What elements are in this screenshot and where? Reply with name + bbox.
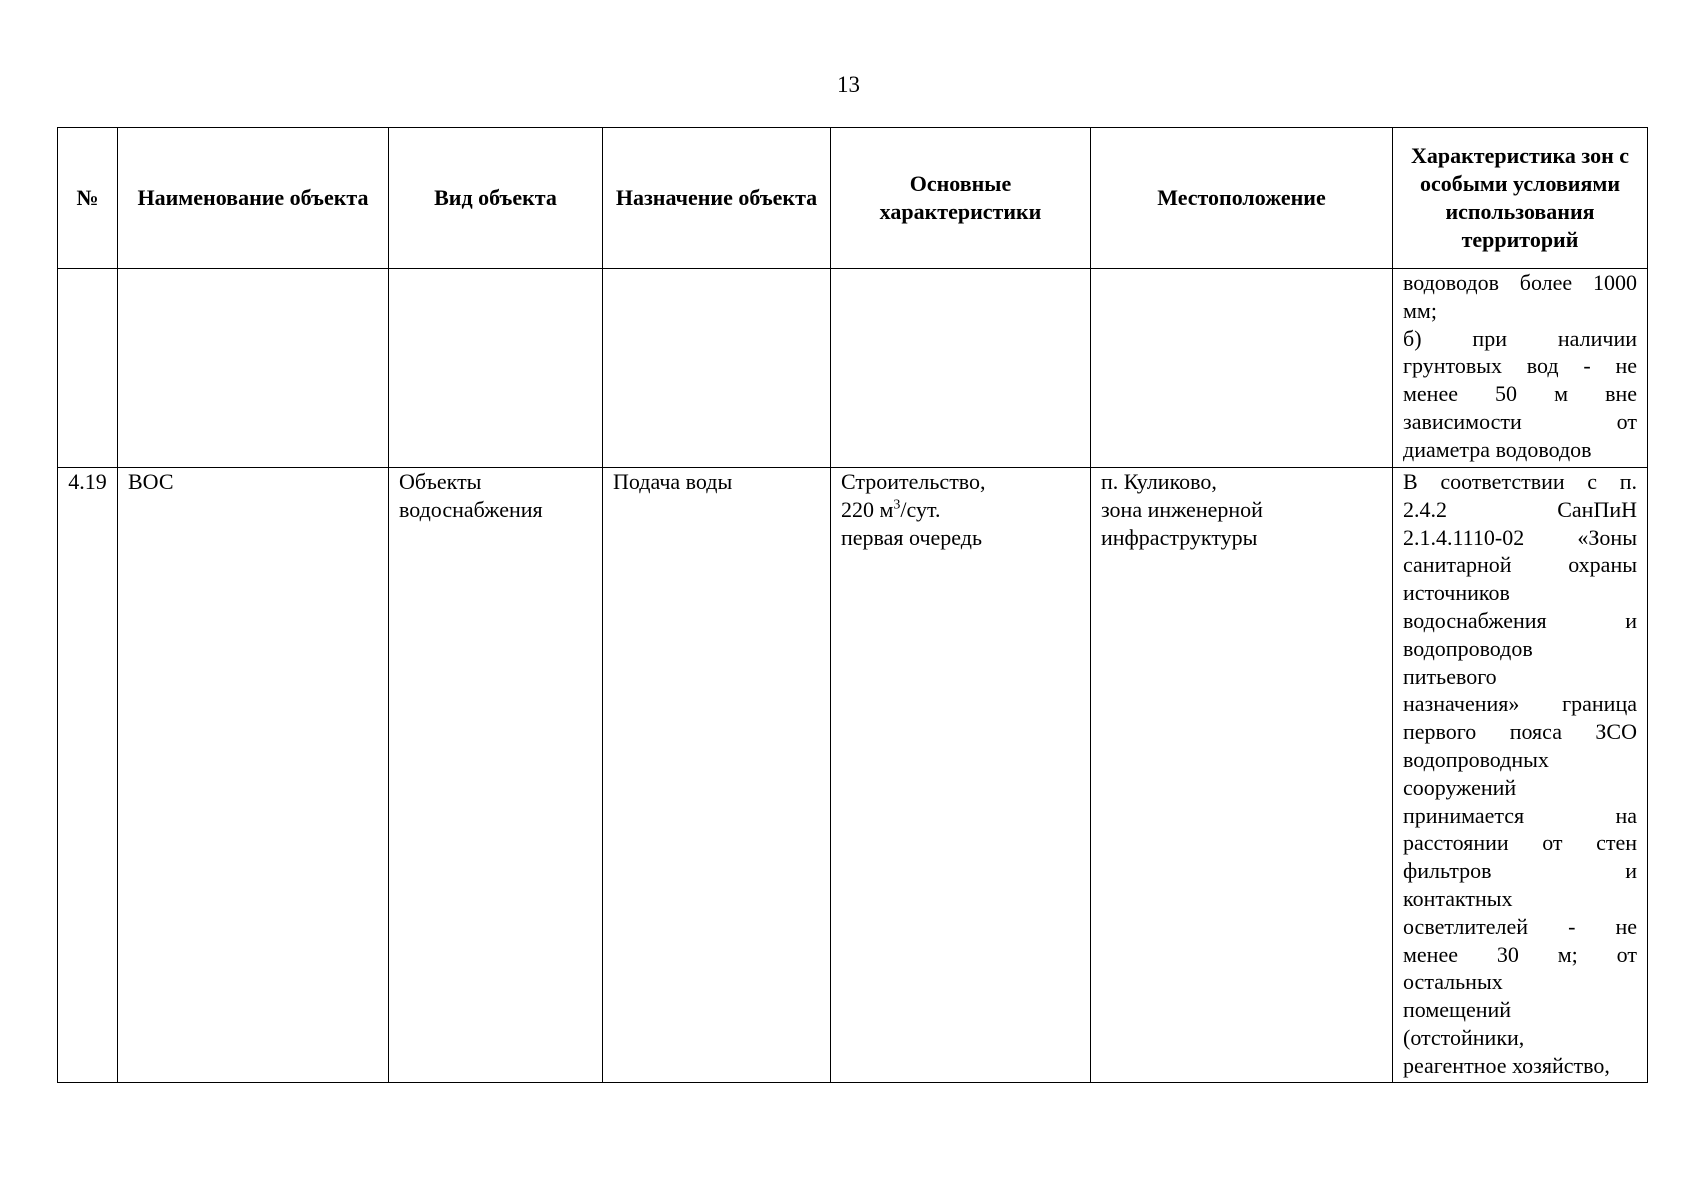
header-location: Местоположение	[1091, 128, 1393, 269]
characteristics-line: Строительство,	[841, 469, 986, 494]
zones-text-line: первого пояса ЗСО	[1403, 719, 1637, 745]
cell-empty	[1091, 269, 1393, 468]
cell-empty	[118, 269, 389, 468]
capacity-value: 220 м	[841, 496, 894, 522]
zones-text-line: помещений	[1403, 997, 1512, 1023]
location-line: инфраструктуры	[1101, 524, 1258, 550]
type-text-line: водоснабжения	[399, 496, 543, 522]
zones-text-line: реагентное хозяйство,	[1403, 1052, 1610, 1078]
header-purpose: Назначение объекта	[603, 128, 831, 269]
zones-text-line: (отстойники,	[1403, 1024, 1525, 1050]
zones-text-line: принимается на	[1403, 802, 1637, 828]
location-line: зона инженерной	[1101, 496, 1263, 522]
cell-empty	[831, 269, 1091, 468]
characteristics-line: первая очередь	[841, 524, 982, 550]
zones-text-line: назначения» граница	[1403, 691, 1637, 717]
zones-text-line: 2.1.4.1110-02 «Зоны	[1403, 524, 1637, 550]
cell-characteristics	[831, 468, 1091, 1083]
capacity-unit: /сут.	[900, 496, 941, 522]
zones-text-line: расстоянии от стен	[1403, 830, 1637, 856]
cell-name: ВОС	[118, 468, 389, 1083]
cell-empty	[389, 269, 603, 468]
table-header-row	[58, 128, 1648, 269]
header-type: Вид объекта	[389, 128, 603, 269]
objects-table	[57, 127, 1648, 1083]
zones-text-line: фильтров и	[1403, 858, 1637, 884]
cell-zones	[1393, 468, 1648, 1083]
zones-text-line: санитарной охраны	[1403, 552, 1637, 578]
page-number: 13	[837, 72, 860, 97]
location-line: п. Куликово,	[1101, 469, 1217, 494]
type-text-line: Объекты	[399, 469, 482, 494]
header-characteristics: Основные характеристики	[831, 128, 1091, 269]
zones-text-line: остальных	[1403, 969, 1503, 995]
cell-empty	[603, 269, 831, 468]
cell-num: 4.19	[58, 468, 118, 1083]
cell-zones-continuation	[1393, 269, 1648, 468]
zones-text-line: менее 30 м; от	[1403, 941, 1637, 967]
zones-text-line: водоводов более 1000	[1403, 270, 1637, 295]
header-num: №	[58, 128, 118, 269]
cell-location	[1091, 468, 1393, 1083]
header-zones: Характеристика зон с особыми условиями использования территорий	[1393, 128, 1648, 269]
zones-text-line: б) при наличии	[1403, 325, 1637, 351]
capacity-superscript: 3	[893, 497, 901, 513]
zones-text-line: водоснабжения и	[1403, 607, 1637, 633]
zones-text-line: водопроводов	[1403, 635, 1533, 661]
zones-text-line: 2.4.2 СанПиН	[1403, 496, 1637, 522]
zones-text-line: источников	[1403, 580, 1510, 606]
zones-text-line: мм;	[1403, 297, 1437, 323]
zones-text-line: водопроводных	[1403, 746, 1549, 772]
cell-empty	[58, 269, 118, 468]
capacity-line	[841, 496, 1080, 524]
zones-text-line: диаметра водоводов	[1403, 436, 1592, 462]
zones-text-line: В соответствии с п.	[1403, 469, 1637, 494]
zones-text-line: грунтовых вод - не	[1403, 353, 1637, 379]
zones-text-line: менее 50 м вне	[1403, 381, 1637, 407]
zones-text-line: контактных	[1403, 885, 1513, 911]
zones-text-line: сооружений	[1403, 774, 1517, 800]
zones-text-line: зависимости от	[1403, 408, 1637, 434]
cell-purpose: Подача воды	[603, 468, 831, 1083]
zones-text-line: осветлителей - не	[1403, 913, 1637, 939]
zones-text-line: питьевого	[1403, 663, 1497, 689]
cell-type	[389, 468, 603, 1083]
header-name: Наименование объекта	[118, 128, 389, 269]
table-row-continuation	[58, 269, 1648, 468]
table-row	[58, 468, 1648, 1083]
